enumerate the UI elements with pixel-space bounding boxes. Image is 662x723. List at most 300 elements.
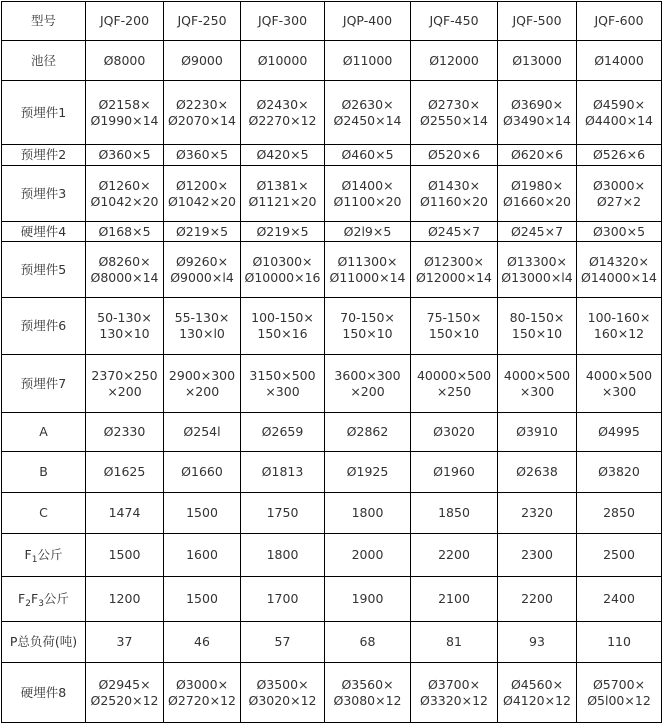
value-cell <box>411 145 498 166</box>
value-cell <box>411 166 498 222</box>
value-line: 4000×500 <box>503 367 571 383</box>
value-line: 2000 <box>351 547 384 562</box>
value-line: 1474 <box>108 505 141 520</box>
value-cell <box>164 413 241 452</box>
value-cell <box>86 452 164 493</box>
value-line: Ø245×7 <box>427 223 481 239</box>
value-cell <box>86 355 164 413</box>
header-model-cell: JQF-250 <box>164 2 241 41</box>
value-cell <box>498 242 577 298</box>
value-cell <box>164 493 241 534</box>
value-line: Ø1625 <box>103 464 146 479</box>
value-cell <box>325 663 411 723</box>
value-cell <box>325 534 411 577</box>
value-line: 100-150× <box>251 310 314 325</box>
value-line: Ø10000 <box>257 52 308 68</box>
value-line: Ø4995 <box>598 424 640 439</box>
value-cell <box>411 452 498 493</box>
value-line: 2100 <box>438 591 470 606</box>
value-cell <box>164 145 241 166</box>
value-line: 1500 <box>186 591 218 606</box>
value-cell <box>498 622 577 663</box>
row-label-cell: 预埋件6 <box>2 298 86 355</box>
value-line: Ø1990×14 <box>90 112 159 128</box>
value-line: 150×10 <box>342 326 393 341</box>
value-line: Ø2862 <box>346 424 389 439</box>
value-cell <box>411 534 498 577</box>
value-cell <box>498 166 577 222</box>
value-line: Ø2659 <box>261 424 304 439</box>
value-cell <box>577 663 662 723</box>
value-cell <box>164 81 241 145</box>
spec-table <box>1 1 662 723</box>
value-line: Ø1960 <box>433 464 475 479</box>
row-label-cell: 池径 <box>2 41 86 81</box>
value-line: Ø1660 <box>181 464 223 479</box>
row-label-cell: C <box>2 493 86 534</box>
value-cell <box>411 298 498 355</box>
value-line: Ø168×5 <box>98 223 151 239</box>
value-line: Ø219×5 <box>256 223 309 239</box>
row-label-cell: 预埋件3 <box>2 166 86 222</box>
value-line: Ø1042×20 <box>167 193 237 209</box>
value-line: Ø12300× <box>423 253 485 269</box>
value-line: 150×10 <box>511 326 563 341</box>
value-cell <box>241 452 325 493</box>
value-line: Ø2550×14 <box>419 112 489 128</box>
value-line: 130×l0 <box>179 326 225 341</box>
value-line: Ø2730× <box>427 96 481 112</box>
value-line: Ø526×6 <box>592 147 646 162</box>
value-cell <box>241 413 325 452</box>
value-cell <box>164 41 241 81</box>
value-line: Ø8000×14 <box>90 269 159 285</box>
value-line: Ø2070×14 <box>167 112 237 128</box>
value-line: 70-150× <box>340 310 395 325</box>
value-cell <box>164 298 241 355</box>
value-cell <box>577 298 662 355</box>
value-cell <box>577 166 662 222</box>
value-cell <box>241 222 325 242</box>
value-cell <box>577 145 662 166</box>
value-cell <box>325 493 411 534</box>
value-line: Ø4560× <box>510 676 564 692</box>
table-row <box>2 622 662 663</box>
value-line: Ø14000 <box>594 52 644 68</box>
value-cell <box>241 242 325 298</box>
value-cell <box>411 355 498 413</box>
value-line: Ø3320×12 <box>419 692 489 708</box>
value-cell <box>241 81 325 145</box>
value-cell <box>86 81 164 145</box>
value-cell <box>411 622 498 663</box>
value-line: Ø13000 <box>512 52 562 68</box>
value-cell <box>86 145 164 166</box>
value-line: Ø3820 <box>598 464 640 479</box>
value-line: ×200 <box>107 383 142 399</box>
table-row <box>2 534 662 577</box>
value-line: Ø10000×16 <box>244 269 321 285</box>
value-line: 40000×500 <box>416 367 492 383</box>
value-cell <box>498 534 577 577</box>
value-line: Ø1042×20 <box>90 193 159 209</box>
value-line: Ø13000×l4 <box>501 269 573 285</box>
value-line: Ø3690× <box>510 96 564 112</box>
table-row <box>2 298 662 355</box>
value-line: Ø14320× <box>588 253 650 269</box>
value-cell <box>411 81 498 145</box>
header-model-cell: JQF-200 <box>86 2 164 41</box>
table-header-row <box>2 2 662 41</box>
value-line: Ø11000×14 <box>329 269 406 285</box>
value-cell <box>577 242 662 298</box>
row-label-cell: P总负荷(吨) <box>2 622 86 663</box>
value-line: Ø14000×14 <box>581 269 657 285</box>
label-subscript: 1 <box>31 555 38 565</box>
value-cell <box>411 41 498 81</box>
value-line: Ø12000 <box>429 52 479 68</box>
header-model-cell: JQF-500 <box>498 2 577 41</box>
value-line: Ø4590× <box>592 96 646 112</box>
value-line: 1850 <box>438 505 470 520</box>
label-text: 公斤 <box>37 547 63 562</box>
value-line: Ø3700× <box>427 676 481 692</box>
value-line: 57 <box>274 634 291 649</box>
table-row <box>2 166 662 222</box>
value-line: Ø360×5 <box>175 147 229 162</box>
value-line: Ø11300× <box>337 253 398 269</box>
value-cell <box>498 663 577 723</box>
table-row <box>2 355 662 413</box>
value-cell <box>498 298 577 355</box>
value-line: ×300 <box>519 383 555 399</box>
value-line: Ø9000 <box>181 52 223 68</box>
table-row <box>2 41 662 81</box>
value-line: 80-150× <box>509 310 565 325</box>
value-cell <box>325 298 411 355</box>
value-cell <box>411 493 498 534</box>
value-line: Ø9260× <box>175 253 229 269</box>
value-line: 1500 <box>108 547 141 562</box>
value-line: 110 <box>607 634 631 649</box>
value-cell <box>411 413 498 452</box>
value-cell <box>577 222 662 242</box>
value-line: Ø3910 <box>516 424 558 439</box>
value-cell <box>577 622 662 663</box>
value-cell <box>411 242 498 298</box>
value-line: Ø2l9×5 <box>343 223 392 239</box>
value-line: Ø1381× <box>256 177 309 193</box>
header-model-cell: JQP-400 <box>325 2 411 41</box>
value-line: Ø460×5 <box>341 147 394 162</box>
value-line: 68 <box>359 634 376 649</box>
value-line: Ø2450×14 <box>333 112 402 128</box>
header-model-cell: JQF-450 <box>411 2 498 41</box>
value-line: Ø12000×14 <box>416 269 492 285</box>
value-line: Ø1980× <box>510 177 564 193</box>
label-text: F <box>18 591 26 606</box>
label-subscript: 3 <box>38 599 44 609</box>
value-line: Ø3000× <box>175 676 229 692</box>
value-cell <box>86 413 164 452</box>
value-line: 2300 <box>521 547 553 562</box>
value-cell <box>86 622 164 663</box>
value-line: Ø1400× <box>341 177 394 193</box>
row-label-cell: A <box>2 413 86 452</box>
value-cell <box>86 166 164 222</box>
value-line: Ø420×5 <box>256 147 309 162</box>
value-line: 1600 <box>186 547 218 562</box>
row-label-cell <box>2 577 86 622</box>
value-line: Ø2430× <box>256 96 309 112</box>
value-line: 4000×500 <box>585 367 653 383</box>
value-cell <box>86 493 164 534</box>
value-cell <box>241 41 325 81</box>
value-cell <box>164 166 241 222</box>
value-line: Ø8000 <box>103 52 146 68</box>
value-line: ×300 <box>601 383 637 399</box>
value-cell <box>164 663 241 723</box>
value-cell <box>498 81 577 145</box>
value-cell <box>86 663 164 723</box>
table-row <box>2 145 662 166</box>
value-cell <box>86 298 164 355</box>
value-line: Ø1660×20 <box>502 193 572 209</box>
value-line: Ø1813 <box>261 464 304 479</box>
value-cell <box>241 534 325 577</box>
value-cell <box>498 577 577 622</box>
label-text: F <box>30 591 39 606</box>
value-line: Ø1430× <box>427 177 481 193</box>
value-line: 2400 <box>603 591 635 606</box>
value-cell <box>498 355 577 413</box>
value-line: Ø1160×20 <box>419 193 489 209</box>
value-cell <box>325 166 411 222</box>
value-cell <box>325 577 411 622</box>
value-line: 2500 <box>603 547 635 562</box>
value-line: 46 <box>194 634 210 649</box>
value-cell <box>164 355 241 413</box>
value-line: 150×16 <box>257 326 308 341</box>
value-line: Ø360×5 <box>98 147 151 162</box>
value-cell <box>86 222 164 242</box>
value-line: Ø3020 <box>433 424 475 439</box>
row-label-cell: B <box>2 452 86 493</box>
value-line: Ø1260× <box>98 177 151 193</box>
value-line: 93 <box>529 634 545 649</box>
value-cell <box>86 577 164 622</box>
label-text: 公斤 <box>43 591 69 606</box>
value-cell <box>577 452 662 493</box>
value-cell <box>164 222 241 242</box>
row-label-cell: 预埋件2 <box>2 145 86 166</box>
table-row <box>2 493 662 534</box>
value-cell <box>86 41 164 81</box>
value-line: Ø13300× <box>506 253 568 269</box>
value-line: 2850 <box>603 505 635 520</box>
value-line: Ø27×2 <box>596 193 642 209</box>
value-cell <box>241 298 325 355</box>
value-line: 130×10 <box>99 326 150 341</box>
value-cell <box>325 355 411 413</box>
value-line: Ø1925 <box>346 464 389 479</box>
value-line: Ø2720×12 <box>167 692 237 708</box>
value-line: Ø2270×12 <box>248 112 317 128</box>
value-line: 150×10 <box>428 326 480 341</box>
value-cell <box>577 493 662 534</box>
value-line: 1500 <box>186 505 218 520</box>
value-line: Ø2158× <box>98 96 151 112</box>
value-line: Ø10300× <box>252 253 313 269</box>
value-line: Ø219×5 <box>175 223 229 239</box>
value-line: 75-150× <box>426 310 482 325</box>
value-cell <box>325 222 411 242</box>
value-cell <box>241 493 325 534</box>
value-cell <box>164 622 241 663</box>
value-line: Ø2945× <box>98 676 151 692</box>
row-label-cell: 预埋件7 <box>2 355 86 413</box>
value-line: Ø2520×12 <box>90 692 159 708</box>
value-line: Ø3080×12 <box>333 692 402 708</box>
row-label-cell <box>2 534 86 577</box>
value-cell <box>577 81 662 145</box>
value-line: 1900 <box>351 591 384 606</box>
value-line: Ø8260× <box>98 253 151 269</box>
value-line: Ø9000×l4 <box>170 269 234 285</box>
value-line: Ø3000× <box>592 177 646 193</box>
value-cell <box>498 41 577 81</box>
value-cell <box>164 534 241 577</box>
row-label-cell: 预埋件1 <box>2 81 86 145</box>
value-line: 160×12 <box>593 326 645 341</box>
value-cell <box>577 413 662 452</box>
value-line: Ø520×6 <box>427 147 481 162</box>
value-line: ×200 <box>350 383 385 399</box>
value-cell <box>577 41 662 81</box>
value-line: Ø3560× <box>341 676 394 692</box>
value-cell <box>325 242 411 298</box>
value-cell <box>325 622 411 663</box>
value-line: 2200 <box>521 591 553 606</box>
header-label-cell: 型号 <box>2 2 86 41</box>
value-cell <box>241 622 325 663</box>
value-line: 1800 <box>351 505 384 520</box>
table-row <box>2 222 662 242</box>
value-line: 2200 <box>438 547 470 562</box>
value-line: ×250 <box>436 383 472 399</box>
value-line: 3150×500 <box>249 367 316 383</box>
value-line: Ø11000 <box>342 52 393 68</box>
value-line: Ø3500× <box>256 676 309 692</box>
value-cell <box>577 534 662 577</box>
value-cell <box>241 166 325 222</box>
value-line: Ø245×7 <box>510 223 564 239</box>
value-line: 2370×250 <box>91 367 158 383</box>
row-label-cell: 硬埋件4 <box>2 222 86 242</box>
value-cell <box>241 577 325 622</box>
value-cell <box>577 577 662 622</box>
value-cell <box>325 413 411 452</box>
value-line: 1700 <box>266 591 299 606</box>
value-cell <box>577 355 662 413</box>
value-cell <box>325 41 411 81</box>
table-row <box>2 81 662 145</box>
value-line: 3600×300 <box>334 367 401 383</box>
table-row <box>2 452 662 493</box>
row-label-cell: 预埋件5 <box>2 242 86 298</box>
value-cell <box>325 452 411 493</box>
table-row <box>2 577 662 622</box>
value-line: Ø5700× <box>592 676 646 692</box>
value-cell <box>241 355 325 413</box>
value-line: Ø4400×14 <box>584 112 654 128</box>
value-cell <box>164 577 241 622</box>
value-line: 1750 <box>266 505 299 520</box>
header-model-cell: JQF-300 <box>241 2 325 41</box>
value-line: Ø1100×20 <box>333 193 402 209</box>
value-line: 100-160× <box>587 310 651 325</box>
value-line: Ø4120×12 <box>502 692 572 708</box>
value-cell <box>498 222 577 242</box>
value-line: Ø3490×14 <box>502 112 572 128</box>
value-cell <box>498 493 577 534</box>
table-row <box>2 663 662 723</box>
value-line: Ø2230× <box>175 96 229 112</box>
value-cell <box>411 577 498 622</box>
value-cell <box>164 242 241 298</box>
value-line: 55-130× <box>174 310 230 325</box>
row-label-cell: 硬埋件8 <box>2 663 86 723</box>
value-line: Ø2330 <box>103 424 146 439</box>
value-cell <box>325 81 411 145</box>
value-line: 37 <box>116 634 133 649</box>
value-cell <box>498 413 577 452</box>
value-cell <box>241 145 325 166</box>
value-cell <box>86 242 164 298</box>
label-subscript: 2 <box>25 599 31 609</box>
value-line: Ø1200× <box>175 177 229 193</box>
table-row <box>2 242 662 298</box>
value-cell <box>164 452 241 493</box>
value-cell <box>411 663 498 723</box>
value-line: Ø2638 <box>516 464 558 479</box>
value-line: 50-130× <box>97 310 152 325</box>
value-line: Ø5l00×12 <box>587 692 651 708</box>
value-cell <box>411 222 498 242</box>
table-row <box>2 413 662 452</box>
value-line: 81 <box>446 634 462 649</box>
value-line: Ø1121×20 <box>248 193 317 209</box>
value-line: Ø254l <box>183 424 221 439</box>
value-line: 2320 <box>521 505 553 520</box>
label-text: F <box>24 547 32 562</box>
value-cell <box>241 663 325 723</box>
value-line: 1200 <box>108 591 141 606</box>
value-cell <box>498 145 577 166</box>
value-cell <box>498 452 577 493</box>
value-line: Ø3020×12 <box>248 692 317 708</box>
value-line: ×200 <box>184 383 220 399</box>
value-line: 2900×300 <box>168 367 236 383</box>
value-line: ×300 <box>265 383 300 399</box>
value-line: Ø620×6 <box>510 147 564 162</box>
value-line: 1800 <box>266 547 299 562</box>
header-model-cell: JQF-600 <box>577 2 662 41</box>
value-cell <box>86 534 164 577</box>
value-cell <box>325 145 411 166</box>
value-line: Ø2630× <box>341 96 394 112</box>
value-line: Ø300×5 <box>592 223 646 239</box>
